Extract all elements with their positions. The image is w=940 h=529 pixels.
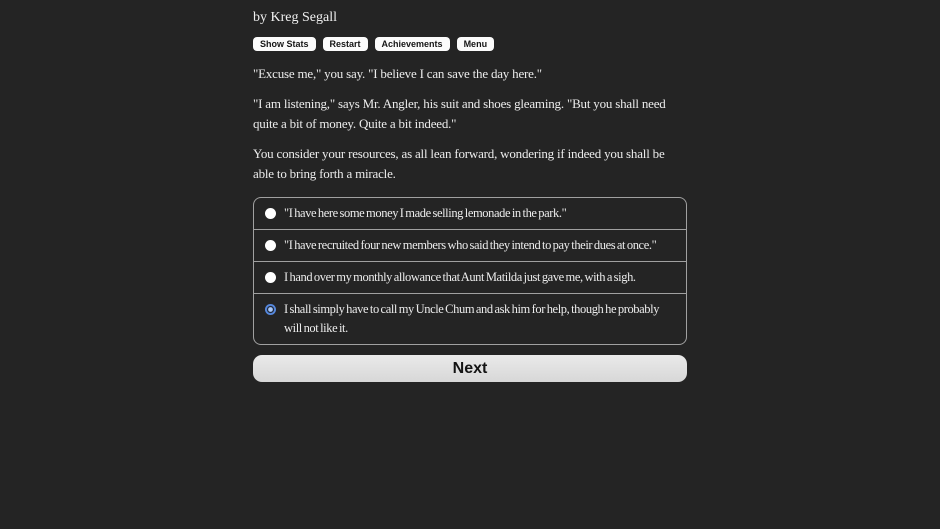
achievements-button[interactable]: Achievements	[375, 37, 450, 51]
author-byline: by Kreg Segall	[253, 10, 337, 25]
restart-button[interactable]: Restart	[323, 37, 368, 51]
choice-option-1[interactable]	[254, 198, 686, 229]
next-button[interactable]: Next	[253, 355, 687, 382]
radio-unselected-icon[interactable]	[265, 208, 276, 219]
story-paragraph-2: "I am listening," says Mr. Angler, his suit and shoes gleaming. "But you shall need quite a bit of money. Quite a bit indeed."	[253, 96, 666, 131]
choice-option-3[interactable]	[254, 261, 686, 293]
menu-button[interactable]: Menu	[457, 37, 495, 51]
story-paragraph-3: You consider your resources, as all lean forward, wondering if indeed you shall be able to bring forth a miracle.	[253, 146, 665, 181]
toolbar	[253, 37, 687, 51]
choice-list	[253, 197, 687, 345]
story-paragraph-1: "Excuse me," you say. "I believe I can save the day here."	[253, 66, 542, 81]
choice-option-2[interactable]	[254, 229, 686, 261]
radio-unselected-icon[interactable]	[265, 272, 276, 283]
radio-selected-icon[interactable]	[265, 304, 276, 315]
choice-option-4[interactable]	[254, 293, 686, 344]
choice-label: "I have here some money I made selling lemonade in the park."	[284, 206, 567, 220]
choice-label: "I have recruited four new members who said they intend to pay their dues at once."	[284, 238, 657, 252]
show-stats-button[interactable]: Show Stats	[253, 37, 316, 51]
radio-unselected-icon[interactable]	[265, 240, 276, 251]
content-column	[253, 0, 687, 382]
choice-label: I hand over my monthly allowance that Aunt Matilda just gave me, with a sigh.	[284, 270, 636, 284]
choice-label: I shall simply have to call my Uncle Chum and ask him for help, though he probably will not like it.	[284, 302, 660, 335]
